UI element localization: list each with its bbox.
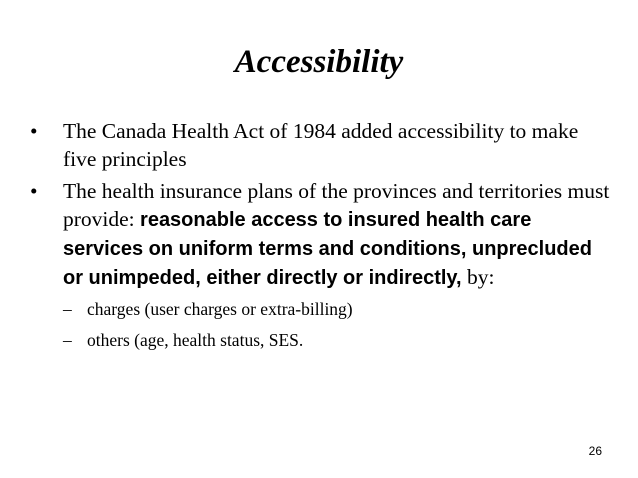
sub-bullet-marker: – — [63, 330, 72, 350]
bullet-item-insurance-plans — [30, 177, 610, 351]
sub-bullet-list — [63, 298, 610, 351]
bullet-text-intro: The health insurance plans of the provinces and territories must provide: — [63, 179, 610, 231]
bullet-text-ending: by: — [461, 265, 495, 289]
sub-bullet-text: others (age, health status, SES. — [87, 330, 304, 350]
slide-title: Accessibility — [234, 44, 404, 80]
bullet-marker: • — [30, 179, 38, 203]
sub-bullet-text: charges (user charges or extra-billing) — [87, 299, 353, 319]
bullet-item-act — [30, 117, 610, 173]
sub-bullet-others — [63, 329, 610, 351]
bullet-emphasis-text: reasonable access to insured health care services on uniform terms and conditions, unprecluded or unimpeded, either directly or indirectly, — [63, 209, 592, 289]
bullet-list — [30, 117, 610, 360]
sub-bullet-marker: – — [63, 299, 72, 319]
page-number: 26 — [588, 444, 602, 458]
sub-bullet-charges — [63, 298, 610, 320]
bullet-text: The Canada Health Act of 1984 added accessibility to make five principles — [63, 119, 579, 171]
bullet-marker: • — [30, 119, 38, 143]
